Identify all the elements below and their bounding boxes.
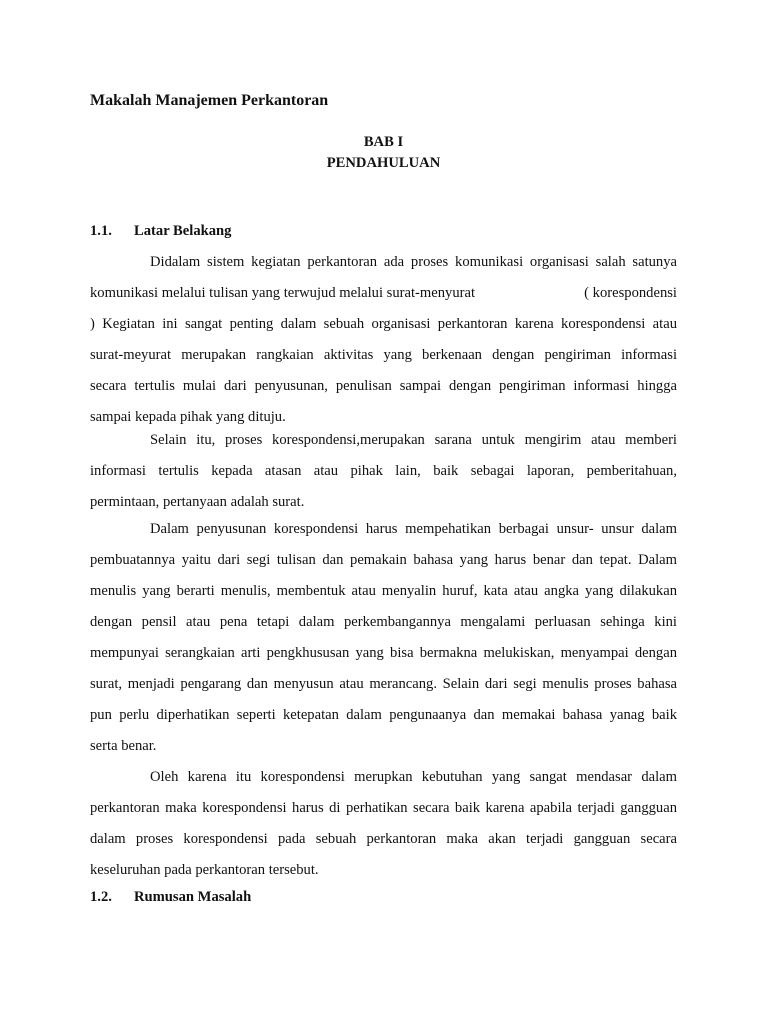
paragraph-line: ( korespondensi <box>584 285 677 301</box>
paragraph-line: surat-meyurat merupakan rangkaian aktivitas yang berkenaan dengan pengiriman informasi <box>90 347 677 363</box>
chapter-title: PENDAHULUAN <box>326 155 441 171</box>
paragraph-line: pembuatannya yaitu dari segi tulisan dan pemakain bahasa yang harus benar dan tepat. Dalam <box>90 552 677 568</box>
section-heading: Latar Belakang <box>134 223 232 239</box>
paragraph-line: Selain itu, proses korespondensi,merupakan sarana untuk mengirim atau memberi <box>150 432 677 448</box>
document-title: Makalah Manajemen Perkantoran <box>90 92 329 109</box>
paragraph-line: perkantoran maka korespondensi harus di perhatikan secara baik karena apabila terjadi gangguan <box>90 800 677 816</box>
paragraph-line: mempunyai serangkaian arti pengkhususan yang bisa bermakna melukiskan, menyampai dengan <box>90 645 677 661</box>
paragraph-line: dengan pensil atau pena tetapi dalam perkembangannya mengalami perluasan sehinga kini <box>90 614 677 630</box>
paragraph-line: ) Kegiatan ini sangat penting dalam sebuah organisasi perkantoran karena korespondensi atau <box>90 316 677 332</box>
paragraph-line: menulis yang berarti menulis, membentuk atau menyalin huruf, kata atau angka yang dilakukan <box>90 583 677 599</box>
paragraph-line: informasi tertulis kepada atasan atau pihak lain, baik sebagai laporan, pemberitahuan, <box>90 463 677 479</box>
paragraph-line: Oleh karena itu korespondensi merupkan kebutuhan yang sangat mendasar dalam <box>150 769 677 785</box>
section-number: 1.1. <box>90 223 112 239</box>
paragraph-line: Dalam penyusunan korespondensi harus mempehatikan berbagai unsur- unsur dalam <box>150 521 677 537</box>
paragraph-line: secara tertulis mulai dari penyusunan, penulisan sampai dengan pengiriman informasi hingga <box>90 378 677 394</box>
paragraph-line: sampai kepada pihak yang dituju. <box>90 409 286 425</box>
paragraph-line: komunikasi melalui tulisan yang terwujud melalui surat-menyurat <box>90 285 476 301</box>
paragraph-line: permintaan, pertanyaan adalah surat. <box>90 494 305 510</box>
paragraph-line: serta benar. <box>90 738 157 754</box>
paragraph-line: pun perlu diperhatikan seperti ketepatan dalam pengunaanya dan memakai bahasa yanag baik <box>90 707 677 723</box>
chapter-number: BAB I <box>363 134 404 150</box>
section-heading: Rumusan Masalah <box>134 889 252 905</box>
section-number: 1.2. <box>90 889 112 905</box>
paragraph-line: dalam proses korespondensi pada sebuah perkantoran maka akan terjadi gangguan secara <box>90 831 677 847</box>
paragraph-line: surat, menjadi pengarang dan menyusun atau merancang. Selain dari segi menulis proses bahasa <box>90 676 677 692</box>
paragraph-line: Didalam sistem kegiatan perkantoran ada proses komunikasi organisasi salah satunya <box>150 254 677 270</box>
paragraph-line: keseluruhan pada perkantoran tersebut. <box>90 862 319 878</box>
